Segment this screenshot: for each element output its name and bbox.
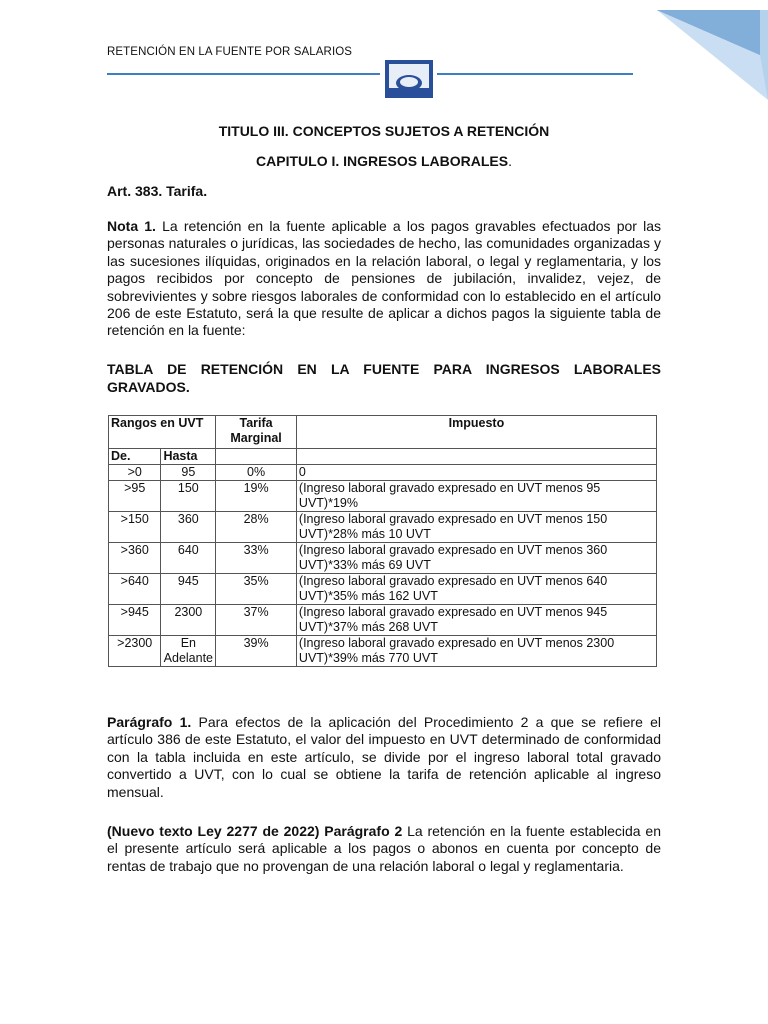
cell-tarifa: 39% <box>216 636 297 667</box>
cell-tarifa: 19% <box>216 481 297 512</box>
cell-tarifa: 33% <box>216 543 297 574</box>
header-de: De. <box>109 449 161 465</box>
cell-impuesto: (Ingreso laboral gravado expresado en UVT menos 150 UVT)*28% más 10 UVT <box>296 512 656 543</box>
cell-hasta: 640 <box>161 543 216 574</box>
cell-de: >360 <box>109 543 161 574</box>
table-subheader-row <box>109 449 657 465</box>
capitulo-heading: CAPITULO I. INGRESOS LABORALES. <box>256 153 512 169</box>
cell-tarifa: 35% <box>216 574 297 605</box>
header-hasta: Hasta <box>161 449 216 465</box>
cell-impuesto: (Ingreso laboral gravado expresado en UVT menos 2300 UVT)*39% más 770 UVT <box>296 636 656 667</box>
cell-de: >95 <box>109 481 161 512</box>
table-row <box>109 543 657 574</box>
logo-icon <box>383 58 435 100</box>
cell-de: >945 <box>109 605 161 636</box>
table-row <box>109 481 657 512</box>
paragrafo-2-label: (Nuevo texto Ley 2277 de 2022) Parágrafo 2 <box>107 823 403 839</box>
cell-de: >150 <box>109 512 161 543</box>
cell-de: >640 <box>109 574 161 605</box>
cell-impuesto: (Ingreso laboral gravado expresado en UVT menos 95 UVT)*19% <box>296 481 656 512</box>
cell-de: >2300 <box>109 636 161 667</box>
nota-1-paragraph <box>107 218 661 340</box>
table-row <box>109 605 657 636</box>
article-title: Art. 383. Tarifa. <box>107 183 208 199</box>
table-row <box>109 636 657 667</box>
cell-de: >0 <box>109 465 161 481</box>
header-rangos: Rangos en UVT <box>109 416 216 449</box>
cell-hasta: 360 <box>161 512 216 543</box>
cell-hasta: 150 <box>161 481 216 512</box>
nota-1-label: Nota 1. <box>107 218 156 234</box>
header-impuesto: Impuesto <box>296 416 656 449</box>
retention-table <box>108 415 657 667</box>
table-title: TABLA DE RETENCIÓN EN LA FUENTE PARA INGRESOS LABORALES GRAVADOS. <box>107 361 661 395</box>
header-title: RETENCIÓN EN LA FUENTE POR SALARIOS <box>107 46 353 58</box>
cell-tarifa: 28% <box>216 512 297 543</box>
paragrafo-2-text: La retención en la fuente establecida en el presente artículo será aplicable a los pagos o abonos en cuenta por concepto de rentas de trabajo que no provengan de una relación laboral o legal y reglamentaria. <box>107 823 661 874</box>
table-row <box>109 465 657 481</box>
paragrafo-1 <box>107 714 661 801</box>
paragrafo-1-text: Para efectos de la aplicación del Procedimiento 2 a que se refiere el artículo 386 de este Estatuto, el valor del impuesto en UVT determinado de conformidad con la tabla incluida en este artículo, se divide por el ingreso laboral total gravado convertido a UVT, con lo cual se obtiene la tarifa de retención aplicable al ingreso mensual. <box>107 714 661 800</box>
cell-impuesto: (Ingreso laboral gravado expresado en UVT menos 640 UVT)*35% más 162 UVT <box>296 574 656 605</box>
paragrafo-2 <box>107 823 661 875</box>
table-row <box>109 574 657 605</box>
cell-hasta: En Adelante <box>161 636 216 667</box>
cell-tarifa: 0% <box>216 465 297 481</box>
header-divider-left <box>107 73 380 75</box>
cell-impuesto: 0 <box>296 465 656 481</box>
cell-hasta: 2300 <box>161 605 216 636</box>
table-header-row <box>109 416 657 449</box>
cell-impuesto: (Ingreso laboral gravado expresado en UVT menos 945 UVT)*37% más 268 UVT <box>296 605 656 636</box>
cell-hasta: 95 <box>161 465 216 481</box>
cell-impuesto: (Ingreso laboral gravado expresado en UVT menos 360 UVT)*33% más 69 UVT <box>296 543 656 574</box>
header-divider-right <box>437 73 633 75</box>
paragrafo-1-label: Parágrafo 1. <box>107 714 192 730</box>
cell-tarifa: 37% <box>216 605 297 636</box>
nota-1-text: La retención en la fuente aplicable a los pagos gravables efectuados por las personas naturales o jurídicas, las sociedades de hecho, las comunidades organizadas y las sucesiones ilíquidas, originados en la relación laboral, o legal y reglamentaria, y los pagos recibidos por concepto de pensiones de jubilación, invalidez, vejez, de sobrevivientes y sobre riesgos laborales de conformidad con lo establecido en el artículo 206 de este Estatuto, será la que resulte de aplicar a dichos pagos la siguiente tabla de retención en la fuente: <box>107 218 661 339</box>
table-row <box>109 512 657 543</box>
cell-hasta: 945 <box>161 574 216 605</box>
header-tarifa: Tarifa Marginal <box>216 416 297 449</box>
titulo-heading: TITULO III. CONCEPTOS SUJETOS A RETENCIÓN <box>218 123 550 139</box>
